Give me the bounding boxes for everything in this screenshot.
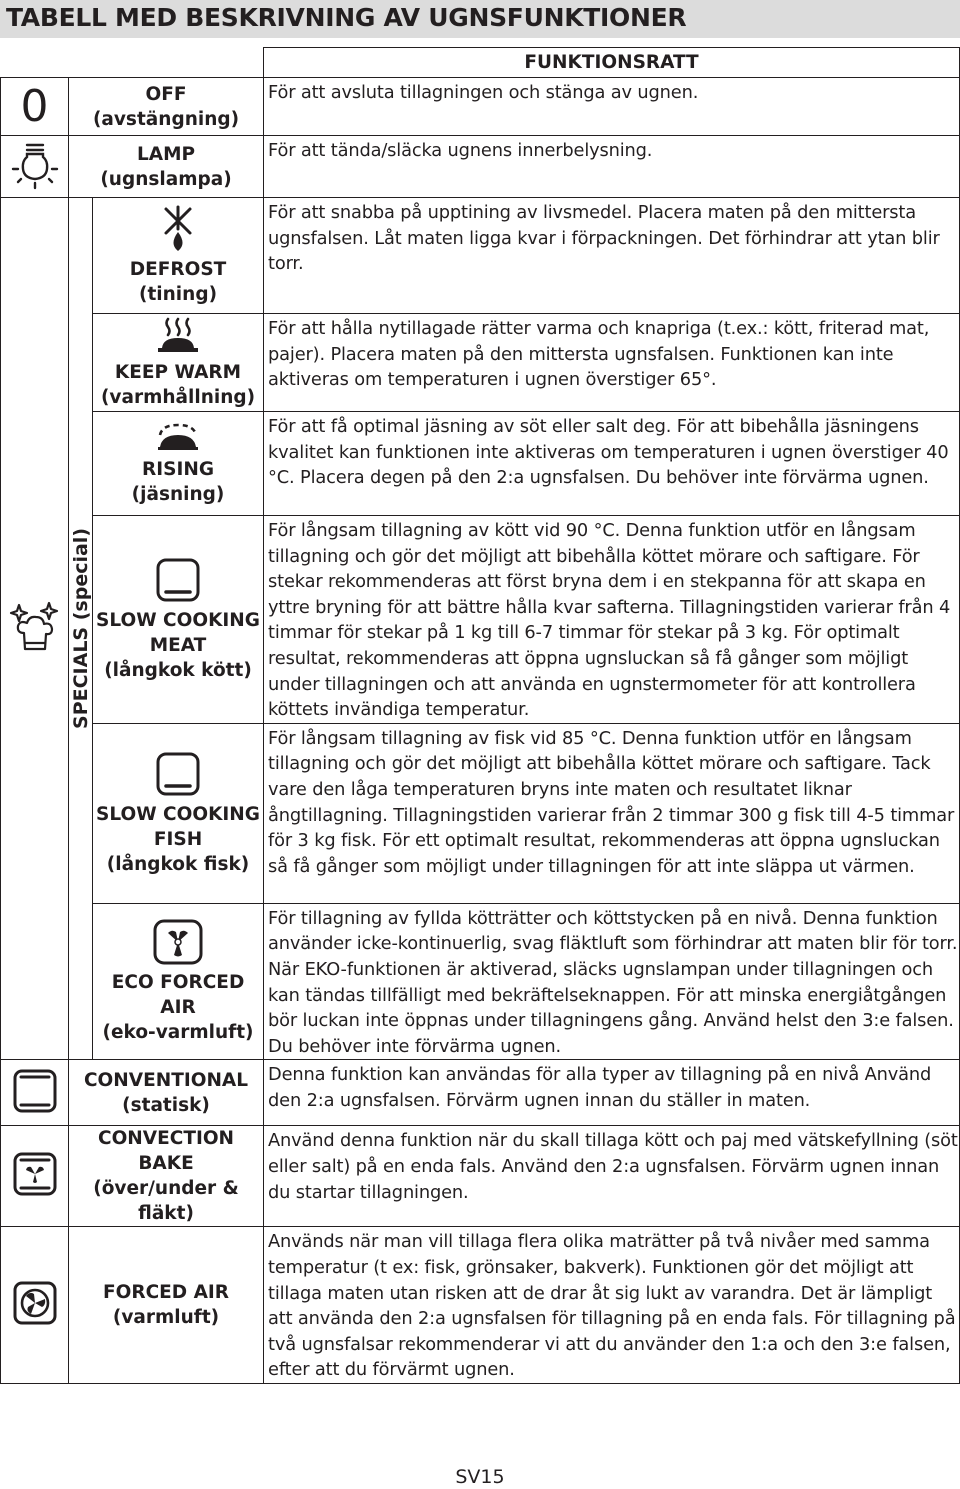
function-description: För att hålla nytillagade rätter varma och knapriga (t.ex.: kött, friterad mat, pajer). Placera maten på den mittersta ugnsfalsen. Funktionen kan inte aktiveras om temperaturen i ugnen överstiger 65°. [264, 314, 960, 412]
function-name [93, 412, 264, 516]
function-title-2: MEAT [149, 634, 207, 656]
defrost-icon [158, 205, 198, 253]
function-subtitle: (tining) [139, 283, 218, 305]
function-name [69, 1060, 264, 1126]
slow-cooking-fish-icon [154, 750, 202, 798]
function-subtitle: (ugnslampa) [100, 168, 232, 190]
specials-label-cell [69, 198, 93, 1060]
column-header: FUNKTIONSRATT [264, 48, 960, 78]
specials-icon-cell [1, 198, 69, 1060]
forced-air-icon-cell [1, 1227, 69, 1384]
function-name [93, 903, 264, 1060]
chef-hat-icon [7, 599, 63, 655]
functions-table [0, 47, 960, 1384]
function-title: ECO FORCED AIR [111, 972, 245, 1019]
function-title: SLOW COOKING [96, 803, 260, 825]
page-number: SV15 [455, 1466, 505, 1488]
lamp-icon-cell [1, 136, 69, 198]
conventional-icon-cell [1, 1060, 69, 1126]
function-title: KEEP WARM [114, 361, 242, 383]
function-description: För att avsluta tillagningen och stänga av ugnen. [264, 78, 960, 136]
eco-forced-air-icon [151, 918, 205, 966]
function-subtitle: (över/under & fläkt) [93, 1178, 239, 1225]
function-name [69, 78, 264, 136]
table-row [1, 78, 960, 136]
function-name [93, 314, 264, 412]
function-name [93, 723, 264, 903]
function-description: Använd denna funktion när du skall tillaga kött och paj med vätskefyllning (söt eller salt) på en enda fals. Använd den 2:a ugnsfalsen. Förvärm ugnen innan du startar tillagningen. [264, 1126, 960, 1227]
function-subtitle: (jäsning) [131, 483, 225, 505]
function-title: LAMP [136, 143, 196, 165]
function-subtitle: (långkok kött) [104, 659, 252, 681]
rising-icon [156, 421, 200, 453]
function-name [93, 516, 264, 724]
table-header-row [1, 48, 960, 78]
function-name [93, 198, 264, 314]
function-title: CONVENTIONAL [83, 1069, 249, 1091]
function-title: DEFROST [129, 258, 227, 280]
function-description: För långsam tillagning av kött vid 90 °C. Denna funktion utför en långsam tillagning och gör det möjligt att bibehålla köttet mörare och saftigare. För stekar rekommenderas att först bryna dem i en stekpanna för att skapa en yttre bryning för att bättre hålla kvar safterna. Tillagningstiden varierar från 4 timmar för stekar på 1 kg till 6-7 timmar för stekar på 3 kg. För optimalt resultat, rekommenderas att öppna ugnsluckan så få gånger som möjligt under tillagningen och att använda en ugnstermometer för att kontrollera köttets invändiga temperatur. [264, 516, 960, 724]
function-name [69, 1227, 264, 1384]
function-description: För långsam tillagning av fisk vid 85 °C. Denna funktion utför en långsam tillagning och gör det möjligt att bibehålla köttet mörare och saftigare. Tack vare den låga temperaturen bryns inte maten och resultatet liknar ångtillagning. Tillagningstiden varierar från 2 timmar 300 g fisk till 4-5 timmar för 3 kg fisk. För ett optimalt resultat, rekommenderas att öppna ugnsluckan så få gånger som möjligt under tillagningen för att inte släppa ut värmen. [264, 723, 960, 903]
specials-label: SPECIALS (special) [69, 528, 92, 730]
convection-bake-icon-cell [1, 1126, 69, 1227]
function-description: För tillagning av fyllda kötträtter och köttstycken på en nivå. Denna funktion använder icke-kontinuerlig, svag fläktluft som förhindrar att maten blir för torr. När EKO-funktionen är aktiverad, släcks ugnslampan under tillagningen och kan tändas tillfälligt med bekräftelseknappen. För att minska energiåtgången bör luckan inte öppnas under tillagningens gång. Använd helst den 3:e falsen. Du behöver inte förvärma ugnen. [264, 903, 960, 1060]
table-row [1, 1060, 960, 1126]
function-title: OFF [145, 83, 187, 105]
function-description: Denna funktion kan användas för alla typer av tillagning på en nivå Använd den 2:a ugnsfalsen. Förvärm ugnen innan du ställer in maten. [264, 1060, 960, 1126]
convection-bake-icon [12, 1151, 58, 1197]
table-row [1, 1126, 960, 1227]
table-row [1, 1227, 960, 1384]
function-subtitle: (statisk) [122, 1094, 210, 1116]
conventional-icon [12, 1068, 58, 1114]
function-name [69, 136, 264, 198]
off-icon-cell [1, 78, 69, 136]
table-row [1, 903, 960, 1060]
table-row [1, 723, 960, 903]
page-title: TABELL MED BESKRIVNING AV UGNSFUNKTIONER [6, 3, 687, 32]
function-subtitle: (avstängning) [92, 108, 240, 130]
table-row [1, 314, 960, 412]
function-title: FORCED AIR [102, 1282, 230, 1304]
function-subtitle: (långkok fisk) [106, 853, 250, 875]
table-row [1, 136, 960, 198]
table-row [1, 198, 960, 314]
lamp-icon [10, 140, 60, 190]
slow-cooking-meat-icon [154, 556, 202, 604]
function-subtitle: (varmluft) [112, 1307, 220, 1329]
function-description: För att snabba på upptining av livsmedel. Placera maten på den mittersta ugnsfalsen. Låt maten ligga kvar i förpackningen. Det förhindrar att ytan blir torr. [264, 198, 960, 314]
function-subtitle: (varmhållning) [100, 386, 256, 408]
function-subtitle: (eko-varmluft) [102, 1022, 254, 1044]
function-description: För att tända/släcka ugnens innerbelysning. [264, 136, 960, 198]
keep-warm-icon [156, 316, 200, 356]
table-row [1, 412, 960, 516]
function-name [69, 1126, 264, 1227]
function-title: SLOW COOKING [96, 609, 260, 631]
function-title: RISING [142, 458, 215, 480]
function-description: Används när man vill tillaga flera olika maträtter på två nivåer med samma temperatur (t ex: fisk, grönsaker, bakverk). Funktionen gör det möjligt att tillaga maten utan risken att de drar åt sig lukt av varandra. Det är lämpligt att använda den 2:a ugnsfalsen för tillagning på en enda fals. För tillagning på två ugnsfalsar rekommenderar vi att du använder den 1:a och den 3:e falsen, efter att du förvärmt ugnen. [264, 1227, 960, 1384]
title-bar [0, 0, 960, 38]
forced-air-icon [12, 1280, 58, 1326]
function-title: CONVECTION BAKE [98, 1128, 235, 1175]
function-title-2: FISH [153, 828, 203, 850]
function-description: För att få optimal jäsning av söt eller salt deg. För att bibehålla jäsningens kvalitet kan funktionen inte aktiveras om temperaturen i ugnen överstiger 40 °C. Placera degen på den 2:a ugnsfalsen. Du behöver inte förvärma ugnen. [264, 412, 960, 516]
table-row [1, 516, 960, 724]
off-zero-icon: 0 [20, 81, 49, 132]
